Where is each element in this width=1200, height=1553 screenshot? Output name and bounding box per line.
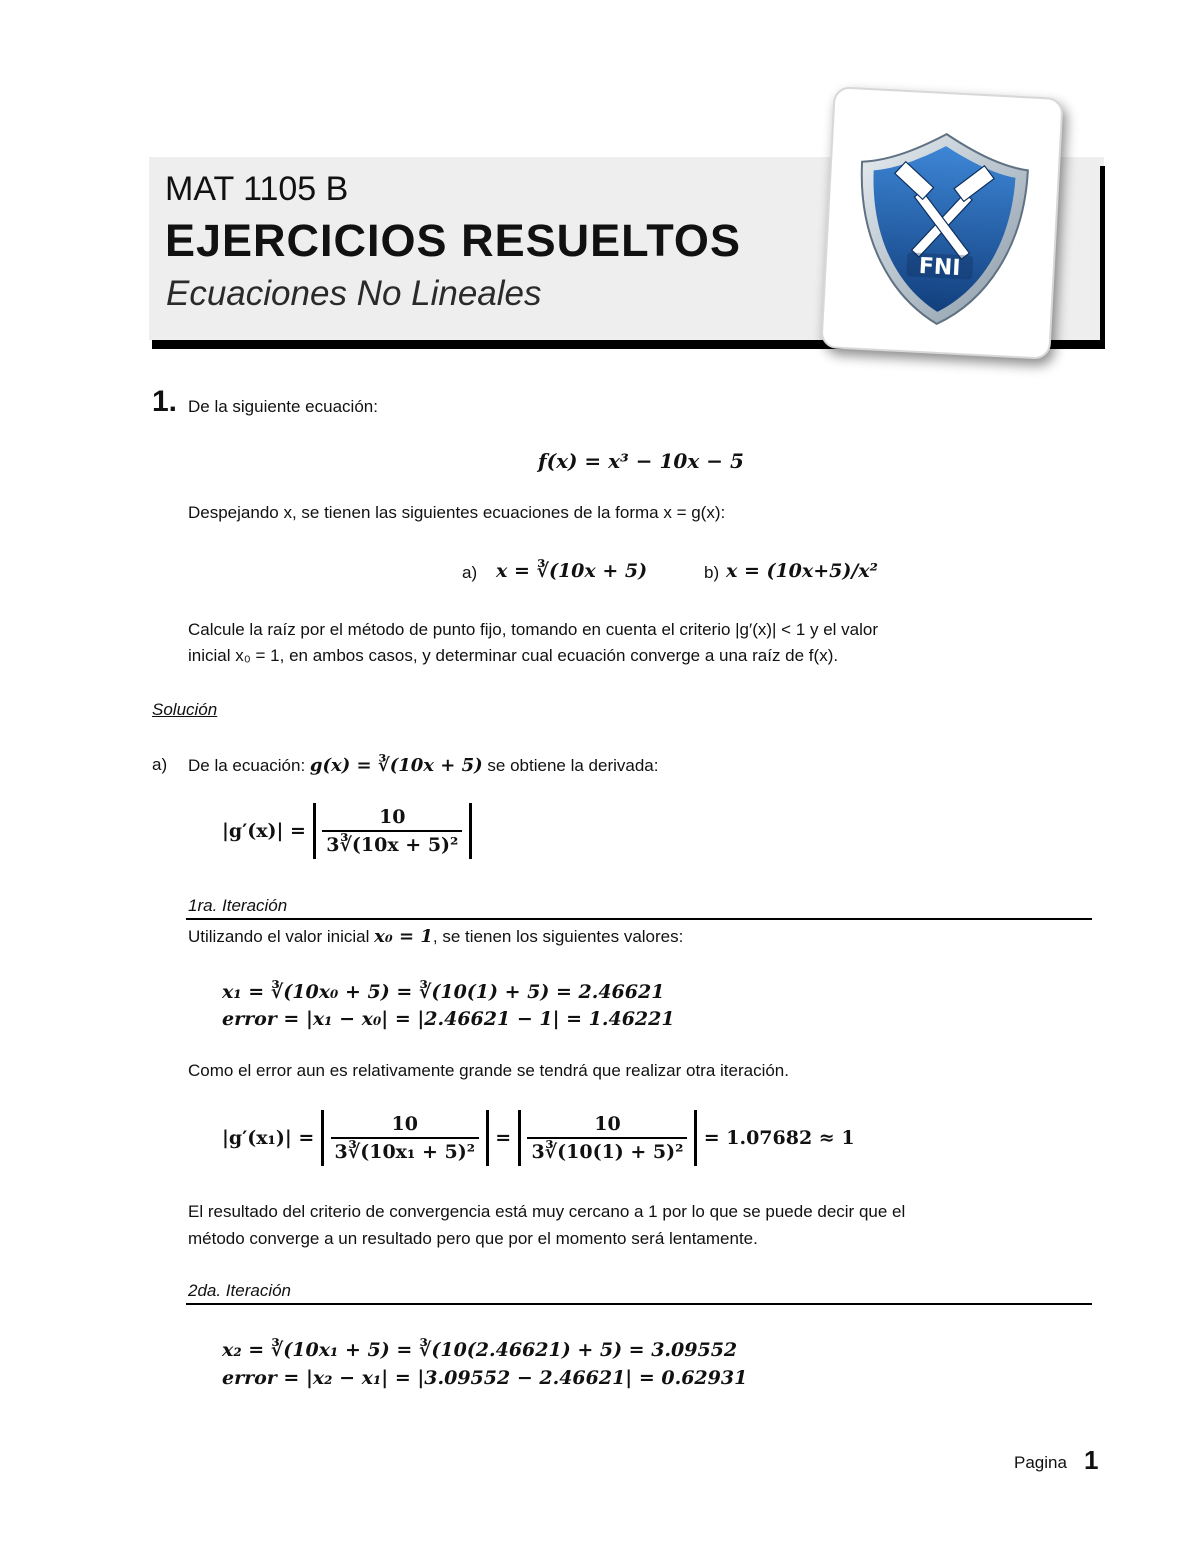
criterion-denominator-2: 3∛(10(1) + 5)²: [527, 1137, 687, 1163]
abs-bar: [469, 803, 472, 859]
criterion-lhs: |g′(x₁)| =: [222, 1127, 315, 1149]
svg-text:FNI: FNI: [918, 253, 962, 282]
task-line-2: inicial x₀ = 1, en ambos casos, y determinar cual ecuación converge a una raíz de f(x).: [188, 646, 839, 665]
iteration-2-error: error = |x₂ − x₁| = |3.09552 − 2.46621| = 0.62931: [222, 1367, 748, 1389]
abs-bar: [694, 1110, 697, 1166]
document-subtitle: Ecuaciones No Lineales: [166, 274, 542, 313]
part-a-equation: g(x) = ∛(10x + 5): [309, 755, 483, 776]
fni-logo: [820, 86, 1063, 360]
part-a-label: a): [152, 755, 168, 774]
criterion-fraction-1: [331, 1113, 479, 1163]
derivative-numerator: 10: [379, 806, 406, 828]
iteration-2-x2: x₂ = ∛(10x₁ + 5) = ∛(10(2.46621) + 5) = 3.09552: [222, 1339, 738, 1361]
iteration-1-intro-post: , se tienen los siguientes valores:: [432, 927, 684, 946]
conclusion-line-2: método converge a un resultado pero que por el momento será lentamente.: [188, 1229, 758, 1248]
derivative-equation: [222, 803, 472, 859]
iteration-1-title: 1ra. Iteración: [188, 896, 288, 915]
derivative-lhs: |g′(x)| =: [222, 820, 306, 842]
iteration-1-x1: x₁ = ∛(10x₀ + 5) = ∛(10(1) + 5) = 2.46621: [222, 981, 665, 1003]
criterion-numerator-1: 10: [391, 1113, 418, 1135]
criterion-result: = 1.07682 ≈ 1: [703, 1127, 855, 1149]
option-a-label: a): [462, 563, 478, 582]
option-b-label: b): [704, 563, 720, 582]
document-title: EJERCICIOS RESUELTOS: [165, 215, 741, 266]
iteration-1-comment: Como el error aun es relativamente grande se tendrá que realizar otra iteración.: [188, 1061, 789, 1080]
derivative-fraction: [322, 806, 462, 856]
header-right-rule: [1100, 166, 1105, 349]
task-line-1: Calcule la raíz por el método de punto fijo, tomando en cuenta el criterio |g′(x)| < 1 y el valor: [188, 620, 879, 639]
logo-card: [820, 86, 1063, 360]
part-a-statement: [188, 755, 658, 776]
criterion-fraction-2: [527, 1113, 687, 1163]
option-b-equation: x = (10x+5)/x²: [726, 560, 878, 582]
page-number: 1: [1084, 1445, 1099, 1475]
iteration-1-intro-pre: Utilizando el valor inicial: [188, 927, 370, 946]
clearing-text: Despejando x, se tienen las siguientes ecuaciones de la forma x = g(x):: [188, 503, 726, 522]
part-a-text-pre: De la ecuación:: [188, 756, 306, 775]
part-a-text-post: se obtiene la derivada:: [487, 756, 659, 775]
problem-intro: De la siguiente ecuación:: [188, 397, 378, 416]
iteration-1-rule: [186, 918, 1092, 920]
iteration-2-rule: [186, 1303, 1092, 1305]
criterion-denominator-1: 3∛(10x₁ + 5)²: [331, 1137, 479, 1163]
iteration-1-intro: [188, 926, 683, 947]
main-equation: f(x) = x³ − 10x − 5: [538, 449, 744, 473]
solution-heading: Solución: [152, 700, 218, 719]
convergence-criterion: |g′(x₁)| = $\frac{10}{\text{3∛(10x₁ + 5)²}}$ = $\frac{10}{\text{3∛(10(1) + 5)²}}$ = 1.07682 ≈ 1: [222, 1110, 855, 1166]
shield-icon: [822, 88, 1061, 357]
course-code: MAT 1105 B: [165, 170, 349, 208]
problem-number: 1.: [152, 385, 178, 418]
criterion-numerator-2: 10: [594, 1113, 621, 1135]
derivative-denominator: 3∛(10x + 5)²: [322, 830, 462, 856]
abs-bar: [321, 1110, 324, 1166]
page-label: Pagina: [1014, 1453, 1067, 1472]
iteration-1-error: error = |x₁ − x₀| = |2.46621 − 1| = 1.46221: [222, 1008, 675, 1030]
option-a-equation: x = ∛(10x + 5): [496, 560, 648, 582]
iteration-1-initial-value: x₀ = 1: [374, 926, 433, 947]
conclusion-line-1: El resultado del criterio de convergencia está muy cercano a 1 por lo que se puede decir que el: [188, 1202, 906, 1221]
abs-bar: [486, 1110, 489, 1166]
iteration-2-title: 2da. Iteración: [188, 1281, 292, 1300]
abs-bar: [313, 803, 316, 859]
abs-bar: [518, 1110, 521, 1166]
